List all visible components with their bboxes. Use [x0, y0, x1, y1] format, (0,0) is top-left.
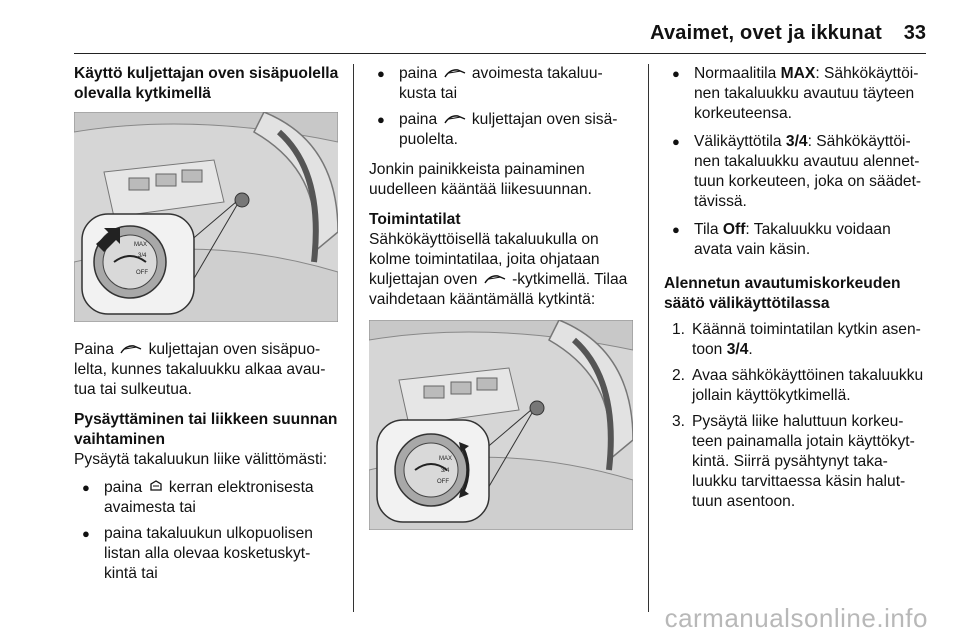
illus-label-mid: 3/4 [138, 253, 147, 259]
column-3 [664, 64, 930, 518]
door-switch-illustration-1 [74, 112, 338, 322]
column-divider-2 [648, 64, 649, 612]
door-switch-drawing-rotate [369, 320, 633, 530]
paragraph-reverse: Jonkin painikkeista painaminen uudelleen kääntää liikesuunnan. [369, 161, 592, 199]
illus2-label-max: MAX [439, 456, 453, 463]
bullet-key: ● paina kerran elektronisesta avaimesta tai [74, 478, 342, 518]
page-header [74, 22, 926, 54]
tailgate-icon [120, 340, 142, 360]
illus2-label-mid: 3/4 [441, 468, 450, 475]
step-3: 3. Pysäytä liike haluttuun korkeu- teen painamalla jotain käyttökyt- kintä. Siirrä pysähtynyt taka- luukku tarvittaessa käsin halut- tuun asentoon. [672, 413, 915, 510]
column-2 [369, 64, 633, 548]
watermark: carmanualsonline.info [664, 603, 928, 633]
section-heading: Käyttö kuljettajan oven sisäpuolella olevalla kytkimellä [74, 65, 339, 102]
paragraph-press-switch: Paina kuljettajan oven sisäpuo- lelta, kunnes takaluukku alkaa avau- tua tai sulkeutua. [74, 341, 326, 399]
bullet-mode-max: ● Normaalitila MAX: Sähkökäyttöi- nen takaluukku avautuu täyteen korkeuteensa. [664, 64, 930, 124]
paragraph-stop-intro: Pysäytä takaluukun liike välittömästi: [74, 451, 328, 469]
bullet-mode-off: ● Tila Off: Takaluukku voidaan avata vain käsin. [664, 220, 930, 260]
illus2-label-off: OFF [437, 479, 449, 486]
bullet-touch-switch: ● paina takaluukun ulkopuolisen listan alla olevaa kosketuskyt- kintä tai [74, 524, 342, 584]
column-1 [74, 64, 342, 590]
door-switch-drawing [74, 112, 338, 322]
illus-label-max: MAX [134, 242, 148, 248]
step-2: 2. Avaa sähkökäyttöinen takaluukku jollain käyttökytkimellä. [672, 367, 924, 404]
illus-label-off: OFF [136, 270, 148, 276]
bullet-open-tailgate: ● paina avoimesta takaluu- kusta tai [369, 64, 633, 104]
tailgate-icon [444, 64, 466, 84]
bullet-driver-door: ● paina kuljettajan oven sisä- puolelta. [369, 110, 633, 150]
subheading-stop: Pysäyttäminen tai liikkeen suunnan vaihtaminen [74, 411, 338, 449]
column-divider-1 [353, 64, 354, 612]
door-switch-illustration-2 [369, 320, 633, 530]
page-number: 33 [903, 22, 926, 44]
paragraph-modes: Sähkökäyttöisellä takaluukulla on kolme toimintatilaa, joita ohjataan kuljettajan oven -kytkimellä. Tilaa vaihdetaan kääntämällä kytkintä: [369, 231, 628, 309]
subheading-height-adjust: Alennetun avautumiskorkeuden säätö välikäyttötilassa [664, 275, 901, 312]
key-tailgate-icon [149, 478, 163, 498]
bullet-mode-3-4: ● Välikäyttötila 3/4: Sähkökäyttöi- nen takaluukku avautuu alennet- tuun korkeuteen, joka on säädet- tävissä. [664, 132, 930, 212]
step-1: 1. Käännä toimintatilan kytkin asen- toon 3/4. [672, 321, 921, 358]
tailgate-icon [444, 110, 466, 130]
tailgate-icon [484, 270, 506, 290]
header-title: Avaimet, ovet ja ikkunat [650, 22, 882, 44]
subheading-modes: Toimintatilat [369, 211, 461, 229]
